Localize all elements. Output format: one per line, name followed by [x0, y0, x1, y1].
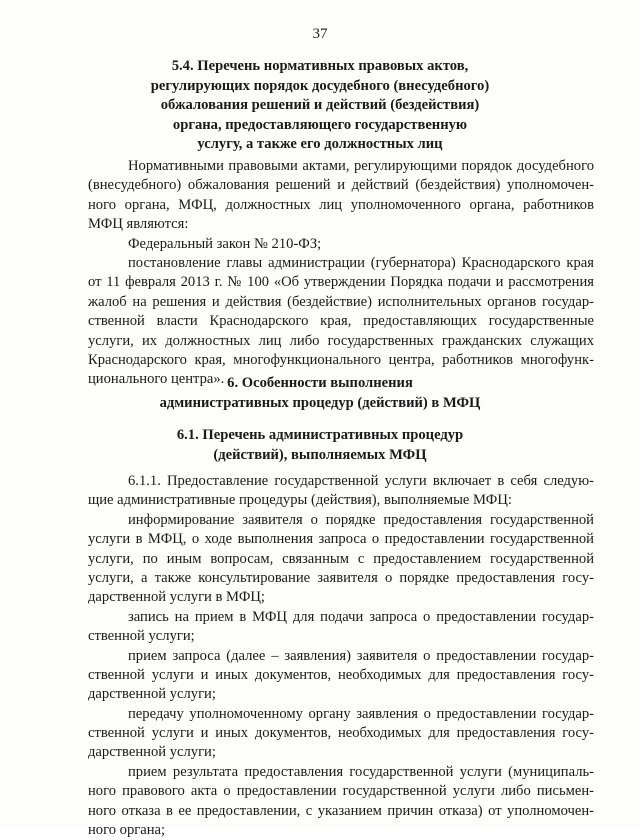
page-number: 37 — [312, 26, 328, 42]
text-line: Федеральный закон № 210-ФЗ; — [128, 235, 322, 252]
text-line: 6.1.1. Предоставление государственной услуги включает в себя следую- — [128, 473, 594, 489]
heading-line: административных процедур (действий) в МФЦ — [159, 394, 481, 411]
text-line: ного правового акта о предоставлении государственной услуги либо письмен- — [88, 783, 594, 800]
text-line: услуги в МФЦ, о ходе выполнения запроса о предоставлении государственной — [88, 531, 594, 548]
text-line: услуги, по иным вопросам, связанным с предоставлением государственной — [88, 550, 594, 567]
text-line: постановление главы администрации (губернатора) Краснодарского края — [128, 254, 594, 271]
section-6-1-heading — [80, 426, 560, 465]
text-line: ного отказа в ее предоставлении, с указанием причин отказа) от уполномочен- — [88, 802, 594, 819]
text-line: МФЦ являются: — [88, 216, 189, 233]
text-line: дарственной услуги; — [88, 744, 216, 761]
text-line: Краснодарского края, многофункционального центра, работников многофунк- — [88, 351, 594, 368]
text-line: прием результата предоставления государственной услуги (муниципаль- — [128, 763, 594, 780]
heading-line: 6.1. Перечень административных процедур — [176, 427, 464, 443]
text-line: услуги, а также консультирование заявителя о порядке предоставления госу- — [88, 569, 594, 586]
text-line: запись на прием в МФЦ для подачи запроса о предоставлении государ- — [128, 608, 594, 625]
text-line: услуги, их должностных лиц либо государственных гражданских служащих — [88, 332, 594, 349]
text-line: дарственной услуги в МФЦ; — [88, 589, 265, 606]
text-line: ственной услуги; — [88, 628, 195, 645]
heading-line: 5.4. Перечень нормативных правовых актов, — [171, 58, 469, 74]
text-line: ного органа; — [88, 822, 166, 839]
text-line: (внесудебного) обжалования решений и действий (бездействия) уполномочен- — [88, 177, 594, 194]
heading-line: регулирующих порядок досудебного (внесудебного) — [150, 77, 490, 94]
text-line: жалоб на решения и действия (бездействие) исполнительных органов государ- — [88, 293, 594, 310]
section-5-4-body — [88, 157, 594, 390]
text-line: передачу уполномоченному органу заявления о предоставлении государ- — [128, 705, 594, 722]
text-line: ного органа, МФЦ, должностных лиц уполномоченного органа, работников — [88, 196, 594, 213]
text-line: информирование заявителя о порядке предоставления государственной — [128, 511, 594, 528]
heading-line: органа, предоставляющего государственную — [172, 116, 468, 133]
text-line: ственной услуги и иных документов, необходимых для предоставления госу- — [88, 725, 594, 742]
text-line: прием запроса (далее – заявления) заявителя о предоставлении государ- — [128, 647, 594, 664]
text-line: от 11 февраля 2013 г. № 100 «Об утверждении Порядка подачи и рассмотрения — [88, 274, 594, 291]
heading-line: обжалования решений и действий (бездействия) — [160, 97, 480, 114]
text-line: Нормативными правовыми актами, регулирующими порядок досудебного — [128, 158, 594, 174]
text-line: ственной власти Краснодарского края, предоставляющих государственные — [88, 313, 594, 330]
text-line: ственной услуги и иных документов, необходимых для предоставления госу- — [88, 666, 594, 683]
section-6-1-body — [88, 472, 594, 840]
text-line: щие административные процедуры (действия), выполняемые МФЦ: — [88, 492, 512, 509]
section-6-heading — [80, 374, 560, 413]
section-5-4-heading — [80, 57, 560, 155]
text-line: дарственной услуги; — [88, 686, 216, 703]
heading-line: (действий), выполняемых МФЦ — [213, 446, 427, 463]
text-line: ционального центра». — [88, 371, 225, 388]
heading-line: 6. Особенности выполнения — [227, 375, 413, 391]
heading-line: услугу, а также его должностных лиц — [197, 136, 443, 153]
